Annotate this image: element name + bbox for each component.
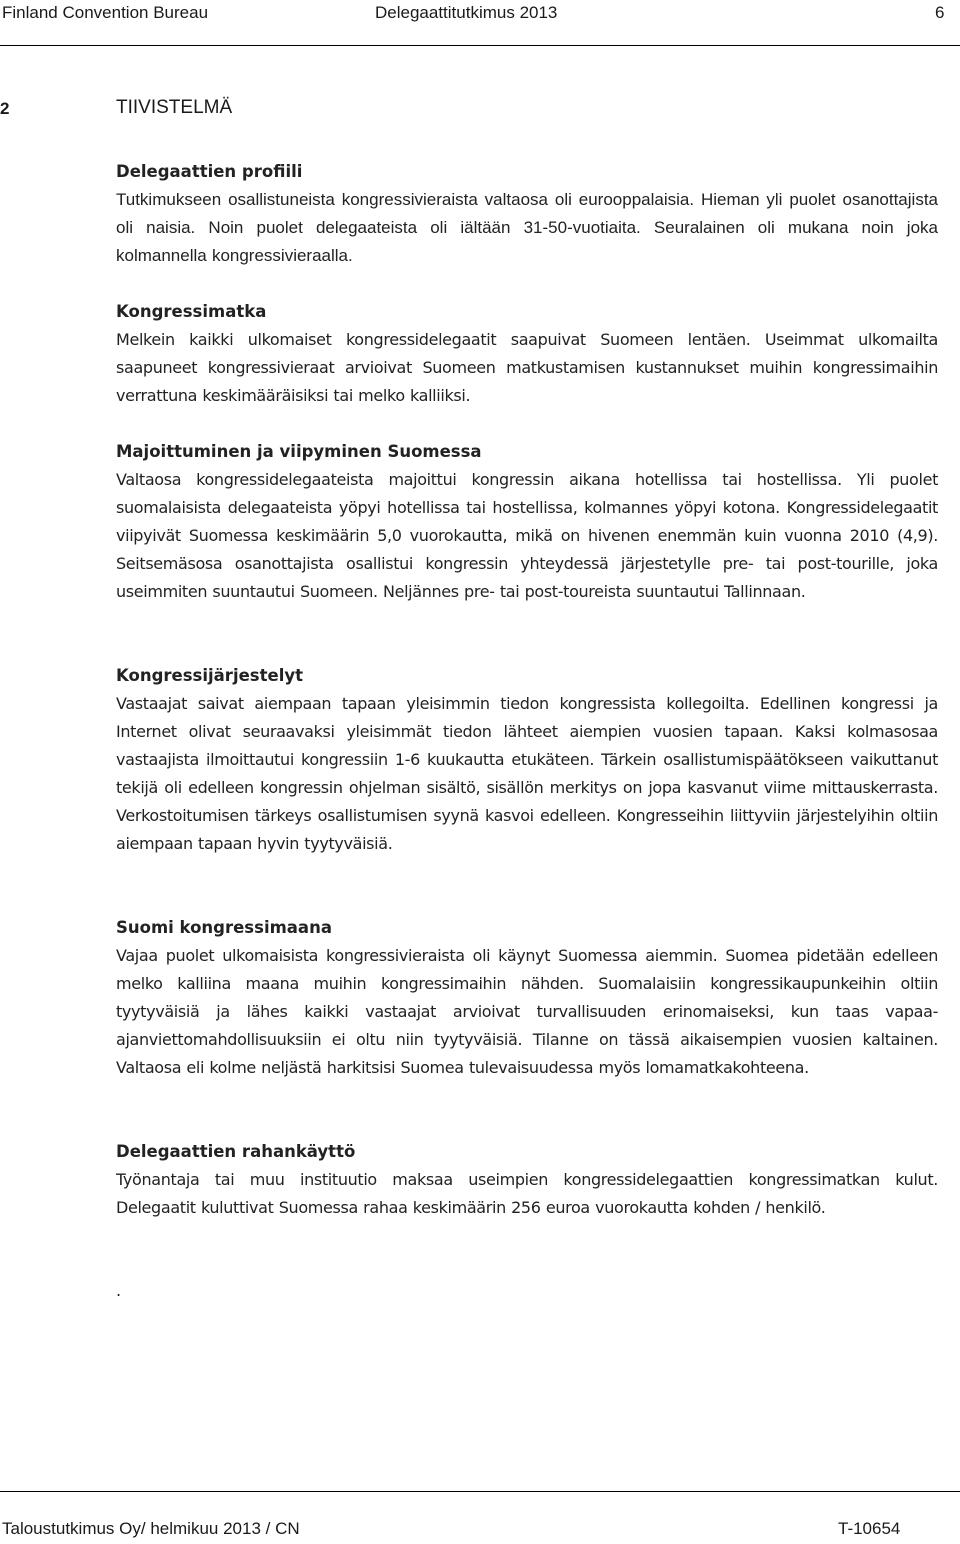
page-header (0, 0, 960, 46)
section-body: Vastaajat saivat aiempaan tapaan yleisimmin tiedon kongressista kollegoilta. Edellinen kongressi ja Internet olivat seuraavaksi yleisimmät tiedon lähteet aiempien vuosien tapaan. Kaksi kolmasosaa vastaajista ilmoittautui kongressiin 1-6 kuukautta etukäteen. Tärkein osallistumispäätökseen vaikuttanut tekijä oli edelleen kongressin ohjelman sisältö, sisällön merkitys on jopa kasvanut viime mittauskerrasta. Verkostoitumisen tärkeys osallistumisen syynä kasvoi edelleen. Kongresseihin liittyviin järjestelyihin oltiin aiempaan tapaan hyvin tyytyväisiä. (116, 694, 938, 853)
footer-project-code: T-10654 (838, 1519, 901, 1538)
section-accommodation (116, 438, 938, 606)
chapter-number: 2 (0, 99, 10, 118)
section-congress-trip (116, 298, 938, 410)
section-heading: Delegaattien profiili (116, 162, 303, 181)
trailing-period: . (116, 1281, 122, 1300)
chapter-title: TIIVISTELMÄ (116, 97, 233, 118)
header-page-number: 6 (935, 3, 945, 22)
section-spending (116, 1138, 938, 1222)
section-body: Työnantaja tai muu instituutio maksaa useimpien kongressidelegaattien kongressimatkan kulut. Delegaatit kuluttivat Suomessa rahaa keskimäärin 256 euroa vuorokautta kohden / henkilö. (116, 1170, 938, 1217)
section-body: Melkein kaikki ulkomaiset kongressidelegaatit saapuivat Suomeen lentäen. Useimmat ulkomailta saapuneet kongressivieraat arvioivat Suomeen matkustamisen kustannukset muihin kongressimaihin verrattuna keskimääräisiksi tai melko kalliiksi. (116, 330, 938, 405)
section-body: Tutkimukseen osallistuneista kongressivieraista valtaosa oli eurooppalaisia. Hieman yli puolet osanottajista oli naisia. Noin puolet delegaateista oli iältään 31-50-vuotiaita. Seuralainen oli mukana noin joka kolmannella kongressivieraalla. (116, 190, 938, 265)
section-body: Vajaa puolet ulkomaisista kongressivieraista oli käynyt Suomessa aiemmin. Suomea pidetään edelleen melko kalliina maana muihin kongressimaihin nähden. Suomalaisiin kongressikaupunkeihin oltiin tyytyväisiä ja lähes kaikki vastaajat arvioivat turvallisuuden erinomaiseksi, kun taas vapaa-ajanviettomahdollisuuksiin ei oltu niin tyytyväisiä. Tilanne on tässä aikaisempien vuosien kaltainen. Valtaosa eli kolme neljästä harkitsisi Suomea tulevaisuudessa myös lomamatkakohteena. (116, 946, 938, 1077)
section-arrangements (116, 662, 938, 858)
footer-company: Taloustutkimus Oy/ helmikuu 2013 / CN (2, 1519, 300, 1538)
footer-rule (0, 1491, 960, 1492)
header-document-title: Delegaattitutkimus 2013 (375, 3, 558, 22)
section-body: Valtaosa kongressidelegaateista majoittui kongressin aikana hotellissa tai hostellissa. Yli puolet suomalaisista delegaateista yöpyi hotellissa tai hostellissa, kolmannes yöpyi kotona. Kongressidelegaatit viipyivät Suomessa keskimäärin 5,0 vuorokautta, mikä on hivenen enemmän kuin vuonna 2010 (4,9). Seitsemäsosa osanottajista osallistui kongressin yhteydessä järjestetylle pre- tai post-tourille, joka useimmiten suuntautui Suomeen. Neljännes pre- tai post-toureista suuntautui Tallinnaan. (116, 470, 938, 601)
header-organization: Finland Convention Bureau (2, 3, 209, 22)
section-heading: Kongressijärjestelyt (116, 666, 303, 685)
section-finland-as-congress-country (116, 914, 938, 1082)
header-rule (0, 45, 960, 46)
section-delegate-profile (116, 158, 938, 270)
section-heading: Majoittuminen ja viipyminen Suomessa (116, 442, 482, 461)
section-heading: Kongressimatka (116, 302, 267, 321)
section-heading: Delegaattien rahankäyttö (116, 1142, 356, 1161)
section-heading: Suomi kongressimaana (116, 918, 332, 937)
